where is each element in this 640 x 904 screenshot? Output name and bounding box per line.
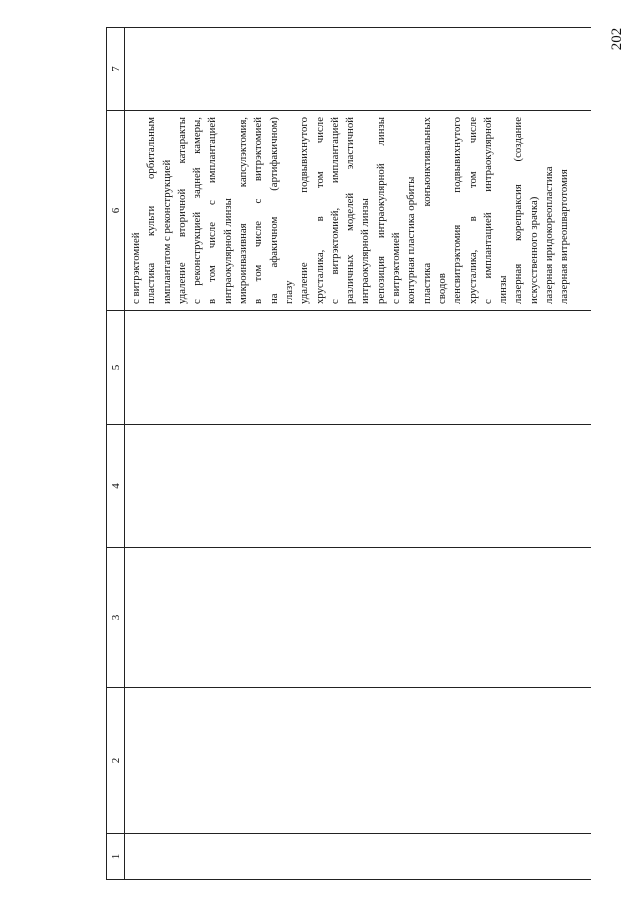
procedure-line: интраокулярной линзы: [359, 198, 372, 304]
column-header-5: 5: [107, 311, 125, 425]
cell-col-2: [125, 688, 592, 834]
procedure-line: репозиция интраокулярной линзы: [374, 117, 387, 304]
procedure-line: микроинвазивная капсулэктомия,: [237, 117, 250, 304]
procedure-line: с имплантацией интраокулярной: [481, 117, 494, 304]
cell-col-7: [125, 28, 592, 111]
procedure-line: различных моделей эластичной: [344, 117, 357, 304]
cell-col-1: [125, 834, 592, 880]
procedure-line: с витрэктомией: [390, 232, 403, 304]
cell-col-6: [125, 111, 592, 311]
procedure-line: удаление вторичной катаракты: [175, 117, 188, 304]
procedure-line: имплантатом с реконструкцией: [160, 159, 173, 304]
procedure-line: пластика конъюнктивальных: [420, 117, 433, 304]
procedure-line: на афакичном (артифакичном): [267, 117, 280, 304]
rotated-table-container: [106, 28, 590, 880]
procedure-line: интраокулярной линзы: [221, 198, 234, 304]
column-header-2: 2: [107, 688, 125, 834]
procedure-line: лазерная корепраксия (создание: [512, 117, 525, 304]
column-header-6: 6: [107, 111, 125, 311]
procedure-line: хрусталика, в том числе: [466, 117, 479, 304]
procedure-line: с витрэктомией: [130, 232, 142, 304]
procedure-line: искусственного зрачка): [527, 196, 540, 304]
procedure-line: в том числе с имплантацией: [206, 117, 219, 304]
procedure-line: с витрэктомией, имплантацией: [328, 117, 341, 304]
column-header-3: 3: [107, 548, 125, 688]
cell-col-5: [125, 311, 592, 425]
page-number-text: 202: [609, 27, 625, 51]
procedure-line: контурная пластика орбиты: [405, 176, 418, 304]
procedure-line: сводов: [435, 273, 448, 304]
procedure-line: с реконструкцией задней камеры,: [191, 117, 204, 304]
procedure-list: [125, 111, 573, 310]
procedure-line: лазерная витреошвартотомия: [558, 169, 571, 304]
column-header-1: 1: [107, 834, 125, 880]
procedure-line: ленсвитрэктомия подвывихнутого: [451, 117, 464, 304]
column-header-4: 4: [107, 425, 125, 548]
table-row: [125, 28, 592, 880]
medical-procedures-table: [106, 27, 591, 880]
procedure-line: удаление подвывихнутого: [298, 117, 311, 304]
column-header-7: 7: [107, 28, 125, 111]
page-number: [606, 22, 632, 56]
procedure-line: пластика культи орбитальным: [145, 117, 158, 304]
cell-col-3: [125, 548, 592, 688]
procedure-line: глазу: [282, 280, 295, 304]
procedure-line: в том числе с витрэктомией: [252, 117, 265, 304]
procedure-line: линзы: [497, 275, 510, 304]
procedure-line: лазерная иридокореопластика: [543, 166, 556, 304]
table-header-row: [107, 28, 125, 880]
procedure-line: хрусталика, в том числе: [313, 117, 326, 304]
cell-col-4: [125, 425, 592, 548]
